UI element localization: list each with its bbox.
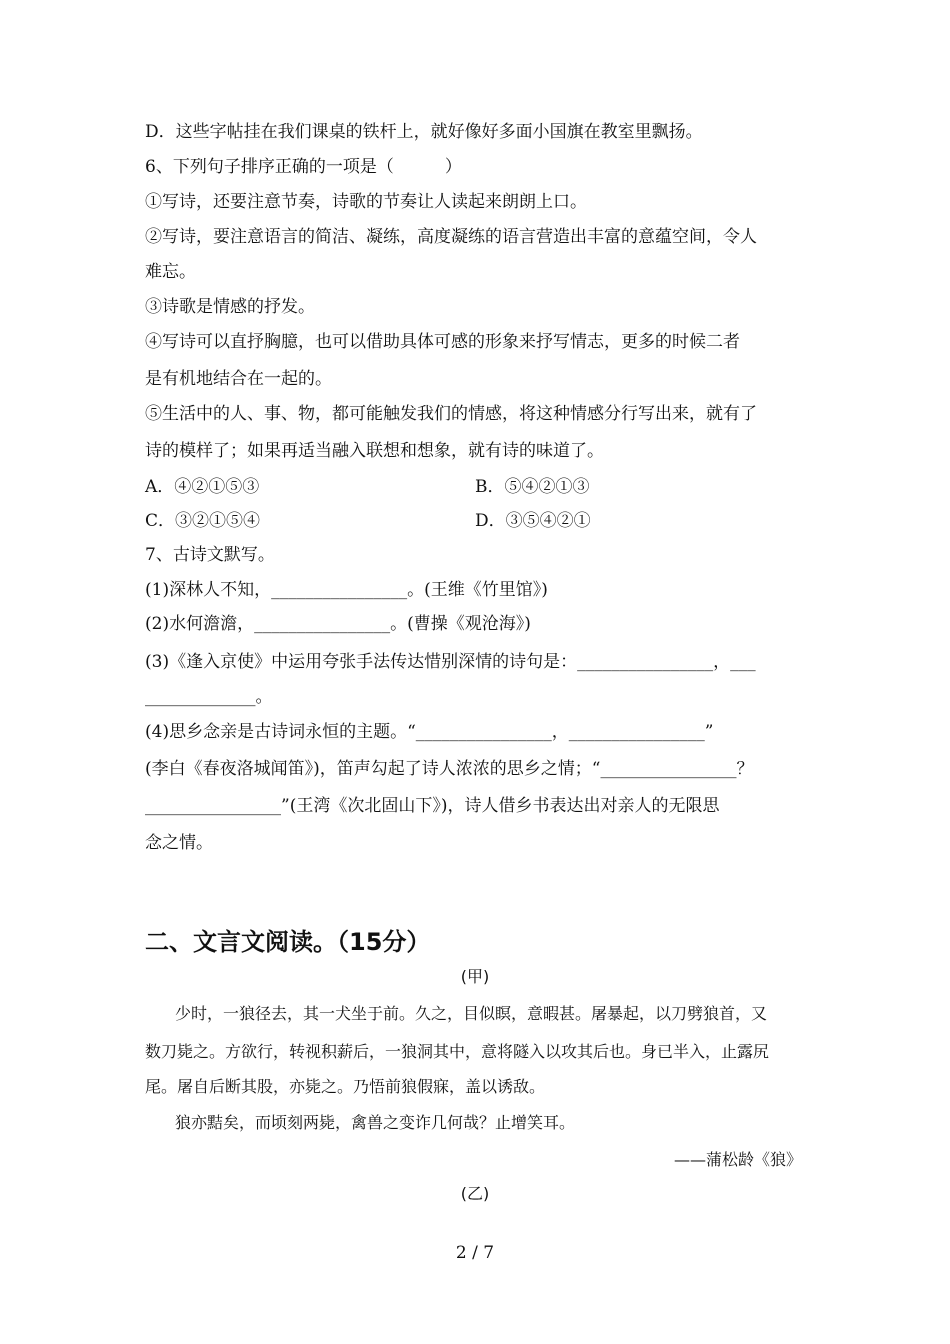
question-7-4-line-1: (4)思乡念亲是古诗词永恒的主题。“________________，________________” — [145, 722, 714, 742]
question-7-3-line-1: (3)《逢入京使》中运用夸张手法传达惜别深情的诗句是：________________，___ — [145, 652, 756, 672]
sentence-3: ③诗歌是情感的抒发。 — [145, 297, 315, 317]
page-number: 2 / 7 — [455, 1243, 495, 1263]
question-7-2: (2)水何澹澹，________________。(曹操《观沧海》) — [145, 614, 531, 634]
choice-b: B．⑤④②①③ — [475, 477, 590, 497]
question-7: 7、古诗文默写。 — [145, 545, 275, 565]
choice-c: C．③②①⑤④ — [145, 511, 261, 531]
choice-a: A．④②①⑤③ — [145, 477, 260, 497]
passage-jia-line-1: 少时，一狼径去，其一犬坐于前。久之，目似瞑，意暇甚。屠暴起，以刀劈狼首，又 — [175, 1004, 768, 1023]
section-2-title: 二、文言文阅读。（15分） — [145, 928, 431, 956]
sentence-2-line-2: 难忘。 — [145, 262, 196, 282]
question-7-1: (1)深林人不知，________________。(王维《竹里馆》) — [145, 580, 548, 600]
sentence-1: ①写诗，还要注意节奏，诗歌的节奏让人读起来朗朗上口。 — [145, 192, 587, 212]
passage-jia-line-3: 尾。屠自后断其股，亦毙之。乃悟前狼假寐，盖以诱敌。 — [145, 1077, 546, 1096]
question-7-4-line-2: (李白《春夜洛城闻笛》)，笛声勾起了诗人浓浓的思乡之情；“________________？ — [145, 759, 754, 779]
passage-jia-line-2: 数刀毙之。方欲行，转视积薪后，一狼洞其中，意将隧入以攻其后也。身已半入，止露尻 — [145, 1042, 770, 1061]
sentence-5-line-2: 诗的模样了；如果再适当融入联想和想象，就有诗的味道了。 — [145, 441, 604, 461]
passage-jia-label: (甲) — [460, 967, 490, 986]
passage-yi-label: (乙) — [460, 1184, 490, 1203]
sentence-4-line-1: ④写诗可以直抒胸臆，也可以借助具体可感的形象来抒写情志，更多的时候二者 — [145, 332, 740, 352]
sentence-2-line-1: ②写诗，要注意语言的简洁、凝练，高度凝练的语言营造出丰富的意蕴空间，令人 — [145, 227, 757, 247]
question-7-3-line-2: _____________。 — [145, 687, 273, 707]
choice-d: D．③⑤④②① — [475, 511, 591, 531]
option-d-text: D．这些字帖挂在我们课桌的铁杆上，就好像好多面小国旗在教室里飘扬。 — [145, 122, 703, 142]
question-6: 6、下列句子排序正确的一项是（ ） — [145, 157, 462, 177]
sentence-4-line-2: 是有机地结合在一起的。 — [145, 369, 332, 389]
passage-attribution: ——蒲松龄《狼》 — [673, 1150, 802, 1169]
question-7-4-line-4: 念之情。 — [145, 833, 213, 853]
sentence-5-line-1: ⑤生活中的人、事、物，都可能触发我们的情感，将这种情感分行写出来，就有了 — [145, 404, 757, 424]
passage-jia-line-4: 狼亦黠矣，而顷刻两毙，禽兽之变诈几何哉？止增笑耳。 — [175, 1113, 576, 1132]
question-7-4-line-3: ________________”(王湾《次北固山下》)，诗人借乡书表达出对亲人的无限思 — [145, 796, 720, 816]
